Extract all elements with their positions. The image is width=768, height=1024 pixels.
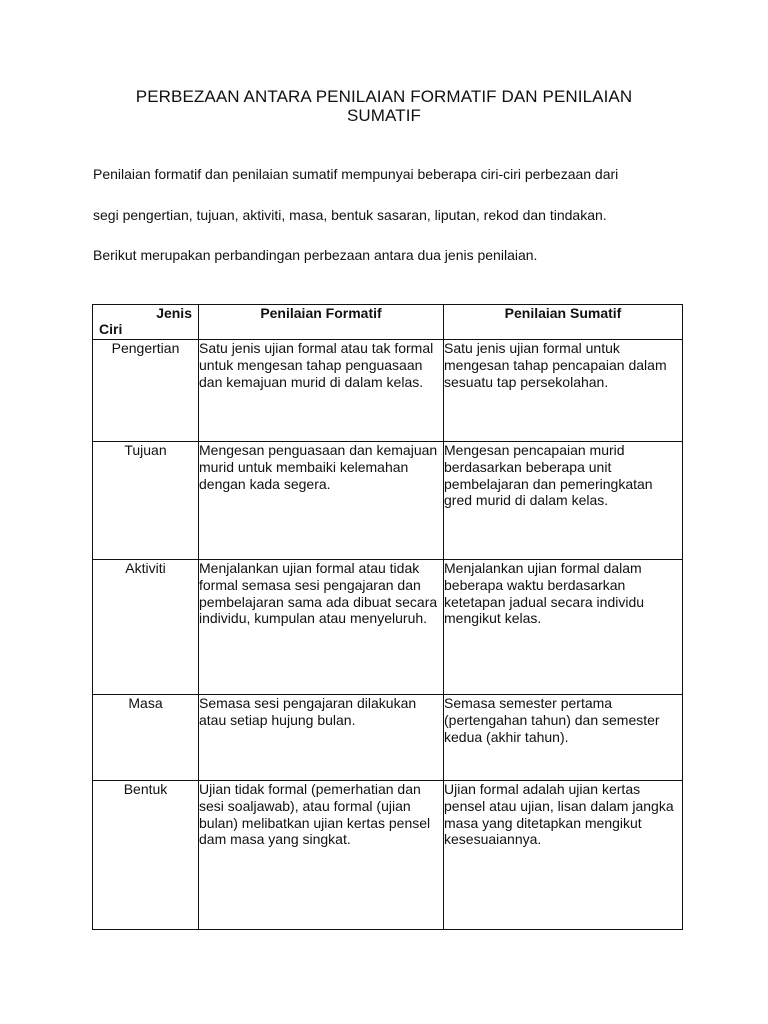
header-formatif: Penilaian Formatif [199, 305, 444, 340]
criterion-cell: Aktiviti [93, 560, 199, 695]
header-ciri-label: Ciri [99, 321, 123, 337]
formatif-cell: Satu jenis ujian formal atau tak formal untuk mengesan tahap penguasaan dan kemajuan murid di dalam kelas. [199, 340, 444, 442]
criterion-cell: Tujuan [93, 442, 199, 560]
table-row [93, 560, 683, 695]
comparison-table [92, 304, 683, 930]
table-row [93, 442, 683, 560]
intro-paragraph-line-3: Berikut merupakan perbandingan perbezaan antara dua jenis penilaian. [93, 247, 538, 263]
criterion-cell: Pengertian [93, 340, 199, 442]
table-row [93, 781, 683, 930]
table-header-row [93, 305, 683, 340]
sumatif-cell: Semasa semester pertama (pertengahan tahun) dan semester kedua (akhir tahun). [444, 695, 683, 781]
header-jenis-ciri-cell [93, 305, 199, 340]
formatif-cell: Semasa sesi pengajaran dilakukan atau setiap hujung bulan. [199, 695, 444, 781]
sumatif-cell: Mengesan pencapaian murid berdasarkan beberapa unit pembelajaran dan pemeringkatan gred murid di dalam kelas. [444, 442, 683, 560]
formatif-cell: Ujian tidak formal (pemerhatian dan sesi soaljawab), atau formal (ujian bulan) melibatkan ujian kertas pensel dam masa yang singkat. [199, 781, 444, 930]
intro-paragraph-line-2: segi pengertian, tujuan, aktiviti, masa, bentuk sasaran, liputan, rekod dan tindakan. [93, 207, 607, 223]
criterion-cell: Masa [93, 695, 199, 781]
formatif-cell: Menjalankan ujian formal atau tidak formal semasa sesi pengajaran dan pembelajaran sama ada dibuat secara individu, kumpulan atau menyeluruh. [199, 560, 444, 695]
table-row [93, 695, 683, 781]
header-sumatif: Penilaian Sumatif [444, 305, 683, 340]
formatif-cell: Mengesan penguasaan dan kemajuan murid untuk membaiki kelemahan dengan kada segera. [199, 442, 444, 560]
page-title: PERBEZAAN ANTARA PENILAIAN FORMATIF DAN PENILAIAN SUMATIF [135, 87, 633, 125]
sumatif-cell: Satu jenis ujian formal untuk mengesan tahap pencapaian dalam sesuatu tap persekolahan. [444, 340, 683, 442]
header-jenis-label: Jenis [156, 305, 192, 321]
table-row [93, 340, 683, 442]
sumatif-cell: Ujian formal adalah ujian kertas pensel atau ujian, lisan dalam jangka masa yang ditetapkan mengikut kesesuaiannya. [444, 781, 683, 930]
intro-paragraph-line-1: Penilaian formatif dan penilaian sumatif mempunyai beberapa ciri-ciri perbezaan dari [93, 166, 619, 182]
criterion-cell: Bentuk [93, 781, 199, 930]
sumatif-cell: Menjalankan ujian formal dalam beberapa waktu berdasarkan ketetapan jadual secara individu mengikut kelas. [444, 560, 683, 695]
